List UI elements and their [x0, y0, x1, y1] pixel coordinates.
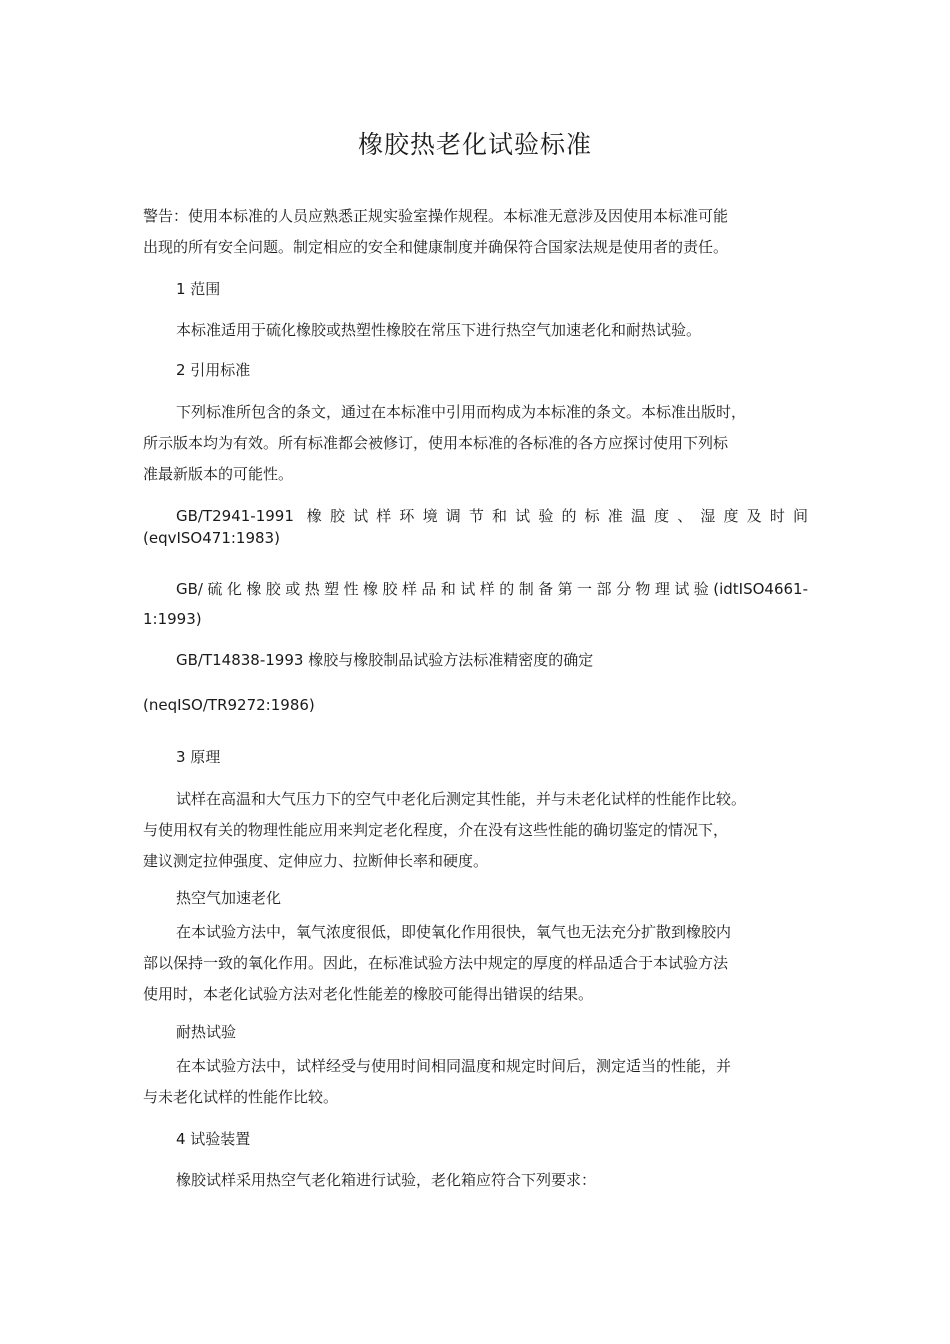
subsection-heat-resistance-body — [143, 1051, 808, 1113]
section-3-line-2: 与使用权有关的物理性能应用来判定老化程度，介在没有这些性能的确切鉴定的情况下， — [143, 821, 729, 839]
reference-2 — [143, 574, 808, 634]
section-2-line-3: 准最新版本的可能性。 — [143, 465, 294, 483]
reference-1-line-1: GB/T2941-1991 橡胶试样环境调节和试验的标准温度、湿度及时间 — [176, 507, 808, 525]
reference-1-line-2: (eqvISO471:1983) — [143, 529, 280, 547]
reference-2-line-2: 1:1993) — [143, 610, 202, 628]
section-1-heading: 1 范围 — [176, 280, 221, 298]
warning-line-1: 警告：使用本标准的人员应熟悉正规实验室操作规程。本标准无意涉及因使用本标准可能 — [143, 207, 729, 225]
heat-resistance-line-2: 与未老化试样的性能作比较。 — [143, 1088, 339, 1106]
reference-3-line-1: GB/T14838-1993 橡胶与橡胶制品试验方法标准精密度的确定 — [176, 651, 594, 669]
hot-air-line-2: 部以保持一致的氧化作用。因此，在标准试验方法中规定的厚度的样品适合于本试验方法 — [143, 954, 729, 972]
warning-paragraph — [143, 201, 808, 263]
page-title: 橡胶热老化试验标准 — [357, 130, 592, 159]
section-3-body — [143, 784, 808, 877]
section-2-line-1: 下列标准所包含的条文，通过在本标准中引用而构成为本标准的条文。本标准出版时， — [176, 403, 747, 421]
reference-1 — [143, 505, 808, 549]
section-2-line-2: 所示版本均为有效。所有标准都会被修订，使用本标准的各标准的各方应探讨使用下列标 — [143, 434, 729, 452]
section-4-heading: 4 试验装置 — [176, 1130, 251, 1148]
section-3-line-3: 建议测定拉伸强度、定伸应力、拉断伸长率和硬度。 — [143, 852, 489, 870]
section-2-heading: 2 引用标准 — [176, 361, 251, 379]
subsection-heat-resistance-heading: 耐热试验 — [176, 1023, 237, 1041]
reference-3-line-2: (neqISO/TR9272:1986) — [143, 696, 315, 714]
subsection-hot-air-body — [143, 917, 808, 1010]
section-4-body: 橡胶试样采用热空气老化箱进行试验，老化箱应符合下列要求： — [176, 1171, 597, 1189]
hot-air-line-1: 在本试验方法中，氧气浓度很低，即使氧化作用很快，氧气也无法充分扩散到橡胶内 — [176, 923, 732, 941]
section-1-body: 本标准适用于硫化橡胶或热塑性橡胶在常压下进行热空气加速老化和耐热试验。 — [176, 321, 702, 339]
reference-2-line-1: GB/硫化橡胶或热塑性橡胶样品和试样的制备第一部分物理试验(idtISO4661- — [176, 580, 808, 598]
heat-resistance-line-1: 在本试验方法中，试样经受与使用时间相同温度和规定时间后，测定适当的性能，并 — [176, 1057, 732, 1075]
warning-line-2: 出现的所有安全问题。制定相应的安全和健康制度并确保符合国家法规是使用者的责任。 — [143, 238, 729, 256]
section-3-heading: 3 原理 — [176, 748, 221, 766]
section-3-line-1: 试样在高温和大气压力下的空气中老化后测定其性能，并与未老化试样的性能作比较。 — [176, 790, 747, 808]
subsection-hot-air-heading: 热空气加速老化 — [176, 889, 282, 907]
section-2-body — [143, 397, 808, 490]
hot-air-line-3: 使用时，本老化试验方法对老化性能差的橡胶可能得出错误的结果。 — [143, 985, 594, 1003]
